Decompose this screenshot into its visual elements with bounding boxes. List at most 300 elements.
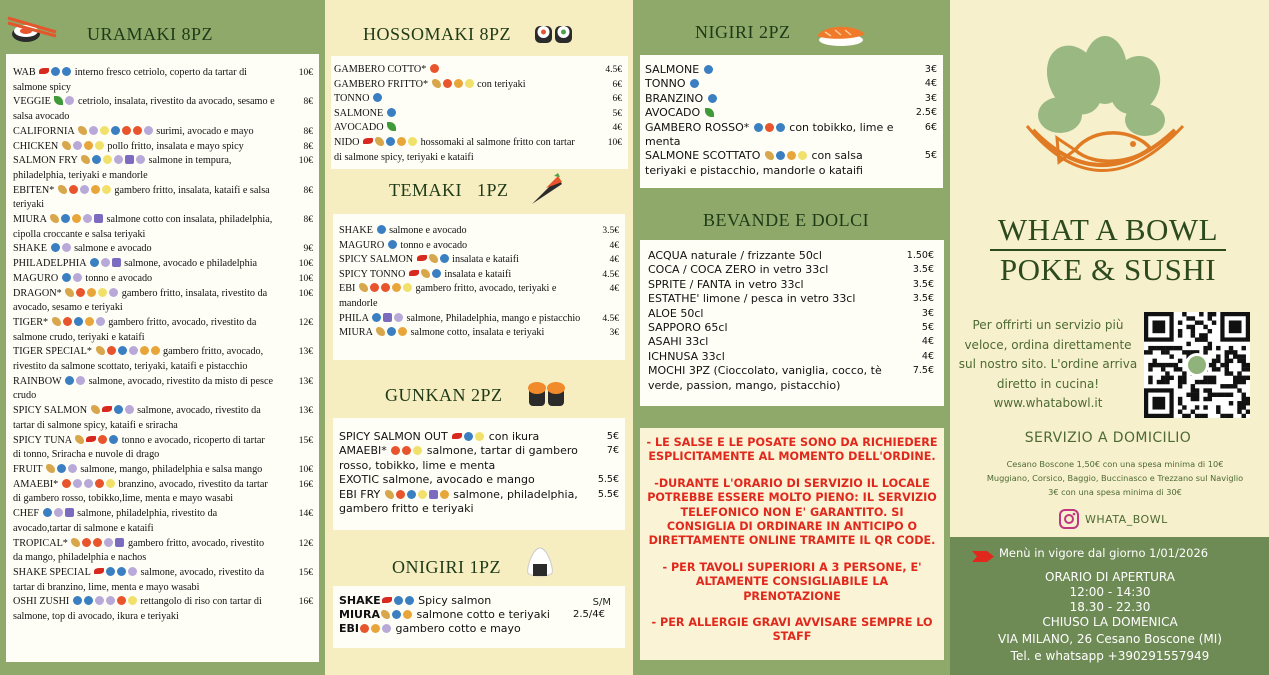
nigiri-item — [645, 149, 937, 178]
nuts-icon — [151, 346, 160, 355]
fish-icon — [690, 79, 699, 88]
gunkan-item — [339, 430, 619, 444]
mollusc-icon — [95, 596, 104, 605]
temaki-title: TEMAKI 1PZ — [389, 180, 509, 200]
item-name: TONNO — [645, 77, 686, 91]
fish-icon — [51, 243, 60, 252]
egg-icon — [465, 79, 474, 88]
nuts-icon — [398, 327, 407, 336]
uramaki-item — [13, 287, 313, 316]
nuts-icon — [403, 610, 412, 619]
fish-icon — [386, 137, 395, 146]
sushi-chopsticks-icon — [6, 14, 58, 44]
mollusc-icon — [104, 538, 113, 547]
chili-icon — [86, 436, 96, 442]
online-order-message: Per offrirti un servizio più veloce, ordina direttamente sul nostro sito. L'ordine arriva diretto in cucina! — [958, 318, 1138, 391]
gluten-icon — [52, 317, 61, 326]
gluten-icon — [375, 137, 384, 146]
mollusc-icon — [73, 273, 82, 282]
item-price: 3€ — [924, 64, 937, 75]
item-price: 4€ — [924, 78, 937, 90]
item-price: 10€ — [607, 137, 622, 148]
item-name: TIGER* — [13, 316, 49, 328]
chili-icon — [94, 568, 104, 574]
egg-icon — [128, 596, 137, 605]
uramaki-item — [13, 316, 313, 345]
hours-dinner: 18.30 - 22.30 — [1069, 600, 1151, 615]
item-price: 4.5€ — [602, 269, 619, 280]
gluten-icon — [75, 435, 84, 444]
mollusc-icon — [89, 126, 98, 135]
gluten-icon — [58, 185, 67, 194]
hossomaki-title: HOSSOMAKI 8PZ — [363, 24, 512, 44]
fish-icon — [61, 214, 70, 223]
gunkan-title: GUNKAN 2PZ — [385, 385, 503, 405]
mollusc-icon — [144, 126, 153, 135]
item-price: 3.5€ — [602, 226, 619, 236]
item-name: SPICY TUNA — [13, 434, 72, 446]
nuts-icon — [392, 283, 401, 292]
onigiri-list — [333, 586, 625, 648]
item-price: 8€ — [303, 126, 313, 137]
item-name: SHAKE — [13, 243, 47, 255]
item-description: branzino, avocado, rivestito da tartar di gambero rosso, tobikko,lime, menta e mayo wasabi — [13, 478, 268, 505]
milk-icon — [429, 490, 438, 499]
nigiri-item — [645, 121, 937, 150]
uramaki-item — [13, 95, 313, 124]
item-price: 4€ — [609, 284, 619, 295]
gluten-icon — [50, 214, 59, 223]
nuts-icon — [440, 490, 449, 499]
item-name: CHICKEN — [13, 140, 59, 152]
nuts-icon — [371, 624, 380, 633]
temaki-item — [339, 239, 619, 254]
item-description: salmone, mango, philadelphia e salsa mango — [80, 463, 263, 475]
nigiri-list — [640, 55, 943, 188]
item-price: 16€ — [298, 597, 313, 608]
item-description: pollo fritto, insalata e mayo spicy — [107, 140, 244, 152]
shrimp-icon — [107, 346, 116, 355]
gluten-icon — [765, 151, 774, 160]
nuts-icon — [397, 137, 406, 146]
item-description: salmone, tartar di gambero rosso, tobikko, lime e menta — [339, 444, 578, 472]
item-price: 7€ — [606, 445, 619, 457]
egg-icon — [102, 185, 111, 194]
fish-icon — [372, 313, 381, 322]
notice-item: - LE SALSE E LE POSATE SONO DA RICHIEDERE ESPLICITAMENTE AL MOMENTO DELL'ORDINE. — [646, 436, 938, 464]
item-price: 10€ — [298, 156, 313, 167]
item-name: AVOCADO — [334, 122, 384, 134]
shrimp-icon — [402, 446, 411, 455]
brand-line-2: POKE & SUSHI — [999, 252, 1217, 287]
hossomaki-item — [334, 92, 622, 107]
item-description: hossomaki al salmone fritto con tartar di salmone spicy, teriyaki e kataifi — [334, 136, 575, 163]
item-name: BRANZINO — [645, 91, 704, 105]
item-name: SPICY SALMON OUT — [339, 430, 448, 443]
bevande-item — [648, 249, 934, 263]
item-description: ASAHI 33cl — [648, 335, 709, 349]
hossomaki-list — [331, 56, 628, 169]
item-description: salmone, avocado e mango — [382, 473, 535, 487]
onigiri-item — [339, 594, 575, 608]
nuts-icon — [84, 141, 93, 150]
hossomaki-item — [334, 63, 622, 78]
mollusc-icon — [114, 155, 123, 164]
temaki-item — [339, 253, 619, 268]
gluten-icon — [81, 155, 90, 164]
uramaki-item — [13, 213, 313, 242]
bevande-item — [648, 350, 934, 364]
milk-icon — [383, 313, 392, 322]
brand-line-1: WHAT A BOWL — [997, 212, 1219, 247]
item-price: 5.5€ — [597, 488, 619, 500]
fish-icon — [51, 67, 60, 76]
fish-icon — [373, 93, 382, 102]
mollusc-icon — [106, 596, 115, 605]
item-price: 6€ — [612, 94, 622, 105]
onigiri-item — [339, 622, 575, 636]
onigiri-icon — [525, 546, 555, 578]
fish-icon — [114, 405, 123, 414]
uramaki-item — [13, 272, 313, 287]
item-description: gambero fritto, avocado, teriyaki e mandorle — [339, 283, 557, 309]
item-description: salmone e avocado — [74, 243, 152, 255]
item-name: DRAGON* — [13, 287, 62, 299]
website-link[interactable]: www.whatabowl.it — [993, 396, 1103, 410]
gluten-icon — [96, 346, 105, 355]
gluten-icon — [429, 254, 438, 263]
fish-icon — [405, 596, 414, 605]
chili-icon — [452, 433, 462, 439]
mollusc-icon — [76, 376, 85, 385]
item-description: salmone in tempura, philadelphia, teriyaki e mandorle — [13, 155, 232, 181]
item-price: 1.50€ — [906, 250, 934, 261]
item-price: 4.5€ — [605, 65, 622, 75]
mollusc-icon — [84, 479, 93, 488]
uramaki-item — [13, 125, 313, 140]
item-price: 2.5/4€ — [573, 609, 605, 620]
item-name: AMAEBI* — [339, 444, 387, 458]
fish-icon — [73, 596, 82, 605]
item-description: tonno e avocado — [400, 239, 468, 251]
item-price: 10€ — [298, 288, 313, 299]
fish-icon — [392, 610, 401, 619]
milk-icon — [112, 258, 121, 267]
uramaki-item — [13, 154, 313, 183]
item-name: VEGGIE — [13, 96, 51, 108]
item-description: ACQUA naturale / frizzante 50cl — [648, 249, 822, 262]
item-description: gambero fritto, insalata, rivestito da avocado, sesamo e teriyaki — [13, 287, 268, 314]
item-description: con ikura — [488, 430, 540, 443]
item-name: AMAEBI* — [13, 478, 59, 490]
gunkan-item — [339, 488, 619, 517]
fish-icon — [74, 317, 83, 326]
fish-icon — [109, 435, 118, 444]
shrimp-icon — [62, 479, 71, 488]
bevande-item — [648, 321, 934, 335]
onigiri-size-label: S/M — [592, 597, 611, 608]
item-price: 16€ — [298, 479, 313, 490]
item-name: WAB — [13, 67, 36, 78]
mollusc-icon — [62, 243, 71, 252]
chili-icon — [102, 406, 112, 412]
mollusc-icon — [382, 624, 391, 633]
item-name: SPICY SALMON — [13, 405, 88, 417]
item-price: 14€ — [298, 509, 313, 520]
bevande-item — [648, 335, 934, 349]
gluten-icon — [376, 327, 385, 336]
mollusc-icon — [73, 479, 82, 488]
item-price: 8€ — [303, 97, 313, 108]
bevande-list — [640, 240, 944, 406]
uramaki-item — [13, 184, 313, 213]
item-name: CALIFORNIA — [13, 125, 75, 137]
nigiri-title: NIGIRI 2PZ — [695, 22, 791, 42]
item-description: salmone, philadelphia, rivestito da avocado,tartar di salmone e kataifi — [13, 508, 218, 534]
item-name: SALMONE — [334, 107, 384, 119]
shrimp-icon — [95, 479, 104, 488]
hossomaki-item — [334, 107, 622, 122]
fish-icon — [117, 567, 126, 576]
item-price: 5€ — [924, 150, 937, 162]
item-description: surimi, avocado e mayo — [156, 125, 254, 137]
item-description: insalata e kataifi — [452, 254, 519, 266]
bevande-title: BEVANDE E DOLCI — [703, 210, 870, 230]
uramaki-item — [13, 595, 313, 624]
egg-icon — [100, 126, 109, 135]
item-price: 3€ — [924, 92, 937, 104]
milk-icon — [65, 508, 74, 517]
shrimp-icon — [396, 490, 405, 499]
fish-icon — [43, 508, 52, 517]
item-name: TROPICAL* — [13, 537, 68, 549]
shrimp-icon — [370, 283, 379, 292]
item-name: SPICY TONNO — [339, 268, 406, 280]
uramaki-item — [13, 345, 313, 374]
shrimp-icon — [69, 185, 78, 194]
item-name: NIDO — [334, 136, 360, 148]
item-name: TIGER SPECIAL* — [13, 346, 92, 358]
item-description: con salsa teriyaki e pistacchio, mandorle o kataifi — [645, 149, 863, 177]
temaki-list — [333, 214, 625, 360]
chili-icon — [363, 138, 373, 144]
shrimp-icon — [76, 288, 85, 297]
item-name: SALMON FRY — [13, 155, 78, 167]
item-description: salmone, avocado, rivestito da tartar di branzino, lime, menta e mayo wasabi — [13, 566, 265, 593]
item-name: FRUIT — [13, 463, 43, 475]
item-price: 4€ — [921, 336, 934, 348]
item-price: 3€ — [609, 328, 619, 339]
hossomaki-item — [334, 121, 622, 136]
item-price: 3€ — [921, 307, 934, 319]
bevande-item — [648, 292, 934, 306]
nuts-icon — [87, 288, 96, 297]
hossomaki-item — [334, 78, 622, 93]
item-description: SPRITE / FANTA in vetro 33cl — [648, 277, 804, 291]
instagram-handle[interactable]: WHATA_BOWL — [1085, 513, 1168, 526]
shrimp-icon — [98, 435, 107, 444]
uramaki-item — [13, 242, 313, 257]
item-description: gambero fritto, avocado, rivestito da salmone scottato, teriyaki, kataifi e pistacchio — [13, 346, 264, 373]
item-name: EBI FRY — [339, 487, 381, 501]
item-price: 3.5€ — [912, 293, 934, 305]
fish-icon — [776, 123, 785, 132]
fish-icon — [84, 596, 93, 605]
item-price: 13€ — [298, 376, 313, 387]
item-description: tonno e avocado — [85, 272, 153, 284]
fish-icon — [65, 376, 74, 385]
uramaki-item — [13, 375, 313, 404]
gluten-icon — [46, 464, 55, 473]
chili-icon — [39, 68, 49, 74]
red-arrow-icon — [972, 547, 994, 558]
item-description: ESTATHE' limone / pesca in vetro 33cl — [648, 292, 856, 306]
fish-icon — [62, 67, 71, 76]
fish-icon — [432, 269, 441, 278]
item-price: 5€ — [606, 431, 619, 442]
notice-item: - PER TAVOLI SUPERIORI A 3 PERSONE, E' ALTAMENTE CONSIGLIABILE LA PRENOTAZIONE — [662, 560, 922, 603]
gluten-icon — [381, 610, 390, 619]
fish-icon — [388, 240, 397, 249]
item-name: EBI — [339, 622, 359, 635]
fish-icon — [106, 567, 115, 576]
item-description: tonno e avocado, ricoperto di tartar di tonno, Sriracha e nuvole di drago — [13, 434, 265, 461]
mollusc-icon — [80, 185, 89, 194]
fish-icon — [708, 94, 717, 103]
uramaki-item — [13, 537, 313, 566]
item-price: 5€ — [612, 108, 622, 119]
fish-icon — [387, 108, 396, 117]
leaf-icon — [705, 108, 714, 117]
item-price: 4€ — [921, 350, 934, 362]
mollusc-icon — [136, 155, 145, 164]
item-name: EBITEN* — [13, 184, 55, 196]
item-description: salmone cotto con insalata, philadelphia, cipolla croccante e salsa teriyaki — [13, 214, 273, 240]
gluten-icon — [65, 288, 74, 297]
phone[interactable]: Tel. e whatsapp +390291557949 — [1010, 649, 1210, 664]
item-price: 6€ — [924, 121, 937, 133]
fish-icon — [377, 225, 386, 234]
egg-icon — [413, 446, 422, 455]
item-description: SAPPORO 65cl — [648, 321, 728, 335]
shrimp-icon — [430, 64, 439, 73]
item-price: 8€ — [303, 185, 313, 196]
gunkan-item — [339, 473, 619, 487]
temaki-item — [339, 268, 619, 283]
shrimp-icon — [765, 123, 774, 132]
maki-roll-icon — [534, 22, 574, 46]
nigiri-item — [645, 77, 937, 91]
fish-icon — [387, 327, 396, 336]
item-description: salmone cotto e teriyaki — [412, 608, 550, 621]
item-price: 3.5€ — [912, 264, 934, 276]
menu-validity: Menù in vigore dal giorno 1/01/2026 — [999, 546, 1209, 560]
shrimp-icon — [443, 79, 452, 88]
item-description: interno fresco cetriolo, coperto da tartar di salmone spicy — [13, 67, 247, 93]
item-name: MAGURO — [13, 272, 59, 284]
nuts-icon — [454, 79, 463, 88]
chili-icon — [417, 255, 427, 261]
egg-icon — [95, 141, 104, 150]
fish-icon — [394, 596, 403, 605]
address: VIA MILANO, 26 Cesano Boscone (MI) — [998, 631, 1222, 646]
hours-title: ORARIO DI APERTURA — [1045, 570, 1175, 584]
item-description: salmone, avocado, rivestito da tartar di salmone spicy, kataifi e sriracha — [13, 405, 261, 431]
item-name: SHAKE — [339, 225, 373, 236]
item-price: 12€ — [298, 538, 313, 549]
item-description: cetriolo, insalata, rivestito da avocado, sesamo e salsa avocado — [13, 96, 275, 123]
uramaki-title: URAMAKI 8PZ — [87, 24, 214, 44]
qr-code[interactable] — [1144, 312, 1250, 418]
mollusc-icon — [83, 214, 92, 223]
leaf-icon — [387, 122, 396, 131]
delivery-title: SERVIZIO A DOMICILIO — [1024, 430, 1192, 446]
bevande-item — [648, 364, 934, 393]
item-price: 6€ — [612, 79, 622, 90]
item-name: GAMBERO FRITTO* — [334, 78, 429, 90]
item-name: MIURA — [339, 327, 373, 339]
fish-icon — [118, 346, 127, 355]
gunkan-item — [339, 444, 619, 473]
item-price: 4.5€ — [602, 313, 619, 324]
fish-icon — [440, 254, 449, 263]
nuts-icon — [91, 185, 100, 194]
online-order-text — [958, 316, 1138, 414]
item-name: GAMBERO ROSSO* — [645, 120, 750, 134]
item-name: PHILA — [339, 312, 369, 324]
temaki-cone-icon — [528, 172, 564, 206]
notice-item: - PER ALLERGIE GRAVI AVVISARE SEMPRE LO STAFF — [651, 616, 933, 644]
uramaki-item — [13, 566, 313, 595]
uramaki-item — [13, 404, 313, 433]
item-price: 10€ — [298, 273, 313, 284]
instagram-icon[interactable] — [1058, 508, 1080, 530]
mollusc-icon — [101, 258, 110, 267]
item-name: EXOTIC — [339, 473, 380, 487]
egg-icon — [475, 432, 484, 441]
gunkan-icon — [526, 378, 568, 410]
mollusc-icon — [394, 313, 403, 322]
item-description: salmone, avocado e philadelphia — [124, 258, 258, 270]
item-name: SPICY SALMON — [339, 254, 414, 266]
shrimp-icon — [93, 538, 102, 547]
item-name: MIURA — [13, 214, 47, 226]
item-description: rettangolo di riso con tartar di salmone, top di avocado, ikura e teriyaki — [13, 596, 262, 623]
item-description: ICHNUSA 33cl — [648, 349, 725, 363]
temaki-item — [339, 326, 619, 341]
mollusc-icon — [128, 567, 137, 576]
notice-item: -DURANTE L'ORARIO DI SERVIZIO IL LOCALE POTREBBE ESSERE MOLTO PIENO: IL SERVIZIO TELEFONICO NON E' GARANTITO. SI CONSIGLIA DI ORDINARE IN ANTICIPO O DIRETTAMENTE ONLINE TRAMITE IL QR CODE. — [647, 476, 937, 548]
item-description: gambero fritto, avocado, rivestito da mango, philadelphia e nachos — [13, 537, 265, 564]
item-price: 15€ — [298, 435, 313, 446]
shrimp-icon — [133, 126, 142, 135]
item-name: SALMONE SCOTTATO — [645, 149, 761, 163]
nuts-icon — [85, 317, 94, 326]
uramaki-item — [13, 507, 313, 536]
fish-icon — [111, 126, 120, 135]
item-description: con tobikko, lime e menta — [645, 120, 894, 149]
nigiri-item — [645, 106, 937, 120]
fish-icon — [92, 155, 101, 164]
shrimp-icon — [391, 446, 400, 455]
egg-icon — [103, 155, 112, 164]
brand-divider — [990, 249, 1226, 251]
mollusc-icon — [54, 508, 63, 517]
gluten-icon — [62, 141, 71, 150]
gluten-icon — [91, 405, 100, 414]
uramaki-item — [13, 434, 313, 463]
item-price: 9€ — [303, 244, 313, 255]
